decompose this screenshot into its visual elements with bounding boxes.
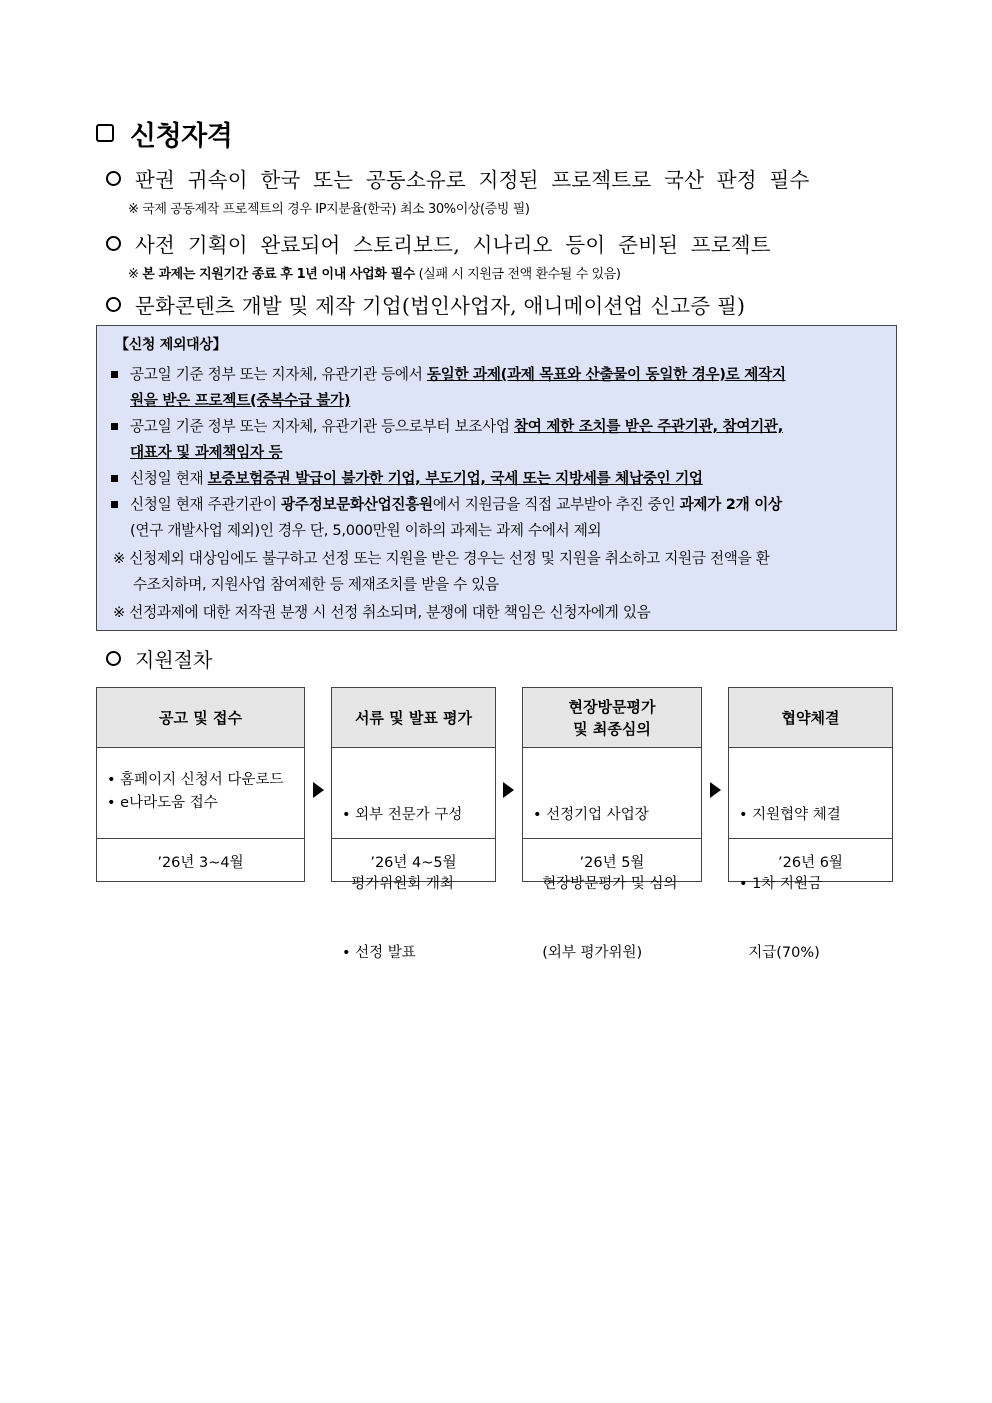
exclusion-item-4 [111, 492, 782, 518]
exclusion-item-3-text: 신청일 현재 [130, 470, 204, 487]
step-1-body [97, 748, 304, 839]
step-3-title-line-2: 및 최종심의 [573, 719, 651, 738]
requirement-2-text: 사전 기획이 완료되어 스토리보드, 시나리오 등이 준비된 프로젝트 [135, 233, 771, 257]
step-2-line-2: 평가위원회 개최 [342, 876, 454, 892]
arrow-right-icon [710, 782, 721, 798]
circle-bullet-icon [106, 236, 121, 251]
square-bullet-icon [96, 124, 114, 142]
exclusion-title: 【신청 제외대상】 [115, 337, 227, 353]
exclusion-item-1 [111, 362, 786, 388]
exclusion-item-3 [111, 466, 703, 492]
step-3-title [523, 688, 701, 748]
requirement-3 [106, 289, 745, 319]
exclusion-note-1-line2: 수조치하며, 지원사업 참여제한 등 제재조치를 받을 수 있음 [133, 576, 499, 593]
step-1-line-2: • e나라도움 접수 [107, 795, 218, 811]
step-2-date: ’26년 4~5월 [370, 854, 457, 871]
requirement-1 [106, 163, 810, 193]
procedure-step-2 [331, 687, 496, 961]
step-4-line-3: 지급(70%) [739, 945, 820, 961]
square-bullet-icon [111, 423, 118, 430]
step-2-line-3: • 선정 발표 [342, 945, 416, 961]
procedure-title: 지원절차 [135, 648, 213, 672]
exclusion-item-1-emphasis: 동일한 과제(과제 목표와 산출물이 동일한 경우)로 제작지 [426, 366, 786, 383]
exclusion-item-1-line2: 원을 받은 프로젝트(중복수급 불가) [130, 392, 351, 409]
exclusion-item-4-text2: 에서 지원금을 직접 교부받아 추진 중인 [432, 496, 676, 513]
requirement-3-text: 문화콘텐츠 개발 및 제작 기업(법인사업자, 애니메이션업 신고증 필) [135, 294, 746, 318]
circle-bullet-icon [106, 651, 121, 666]
step-3-line-2: 현장방문평가 및 심의 [533, 876, 678, 892]
requirement-1-note: ※ 국제 공동제작 프로젝트의 경우 IP지분율(한국) 최소 30%이상(증빙 필) [128, 202, 530, 217]
step-3-title-line-1: 현장방문평가 [568, 697, 656, 716]
exclusion-item-2-line2: 대표자 및 과제책임자 등 [130, 444, 283, 461]
exclusion-note-1: ※ 신청제외 대상임에도 불구하고 선정 또는 지원을 받은 경우는 선정 및 지원을 취소하고 지원금 전액을 환 [113, 550, 770, 567]
step-1-line-1: • 홈페이지 신청서 다운로드 [107, 772, 284, 788]
requirement-2 [106, 228, 771, 258]
exclusion-item-4-line2: (연구 개발사업 제외)인 경우 단, 5,000만원 이하의 과제는 과제 수에서 제외 [130, 522, 602, 539]
arrow-right-icon [503, 782, 514, 798]
procedure-step-3 [522, 687, 702, 961]
exclusion-item-4-bold: 과제가 2개 이상 [679, 496, 782, 513]
requirement-1-text: 판권 귀속이 한국 또는 공동소유로 지정된 프로젝트로 국산 판정 필수 [135, 168, 810, 192]
step-1-date: ’26년 3~4월 [157, 854, 244, 871]
square-bullet-icon [111, 501, 118, 508]
exclusion-item-4-text: 신청일 현재 주관기관이 [130, 496, 277, 513]
arrow-right-icon [313, 782, 324, 798]
step-3-line-1: • 선정기업 사업장 [533, 807, 649, 823]
exclusion-item-3-emphasis: 보증보험증권 발급이 불가한 기업, 부도기업, 국세 또는 지방세를 체납중인 기업 [207, 470, 703, 487]
procedure-step-1 [96, 687, 305, 882]
step-4-date: ’26년 6월 [778, 854, 843, 871]
section-heading [96, 116, 232, 150]
note-rest-text: (실패 시 지원금 전액 환수될 수 있음) [418, 267, 621, 282]
procedure-step-4 [728, 687, 893, 961]
note-mark: ※ [128, 267, 139, 282]
step-4-title: 협약체결 [729, 688, 892, 748]
exclusion-note-2: ※ 선정과제에 대한 저작권 분쟁 시 선정 취소되며, 분쟁에 대한 책임은 신청자에게 있음 [113, 604, 651, 621]
requirement-2-note [128, 263, 621, 282]
exclusion-item-4-org: 광주정보문화산업진흥원 [281, 496, 433, 513]
exclusion-item-1-text: 공고일 기준 정부 또는 지자체, 유관기관 등에서 [130, 366, 423, 383]
circle-bullet-icon [106, 171, 121, 186]
step-4-line-1: • 지원협약 체결 [739, 807, 841, 823]
step-3-date: ’26년 5월 [579, 854, 645, 871]
note-bold-text: 본 과제는 지원기간 종료 후 1년 이내 사업화 필수 [142, 267, 415, 282]
circle-bullet-icon [106, 297, 121, 312]
exclusion-box [96, 325, 897, 631]
step-4-line-2: • 1차 지원금 [739, 876, 823, 892]
step-3-line-3: (외부 평가위원) [533, 945, 643, 961]
square-bullet-icon [111, 371, 118, 378]
exclusion-item-2 [111, 414, 783, 440]
square-bullet-icon [111, 475, 118, 482]
exclusion-item-2-emphasis: 참여 제한 조치를 받은 주관기관, 참여기관, [514, 418, 783, 435]
procedure-heading [106, 644, 212, 673]
step-2-line-1: • 외부 전문가 구성 [342, 807, 463, 823]
step-2-title: 서류 및 발표 평가 [332, 688, 495, 748]
section-title: 신청자격 [130, 120, 233, 152]
step-1-title: 공고 및 접수 [97, 688, 304, 748]
exclusion-item-2-text: 공고일 기준 정부 또는 지자체, 유관기관 등으로부터 보조사업 [130, 418, 510, 435]
